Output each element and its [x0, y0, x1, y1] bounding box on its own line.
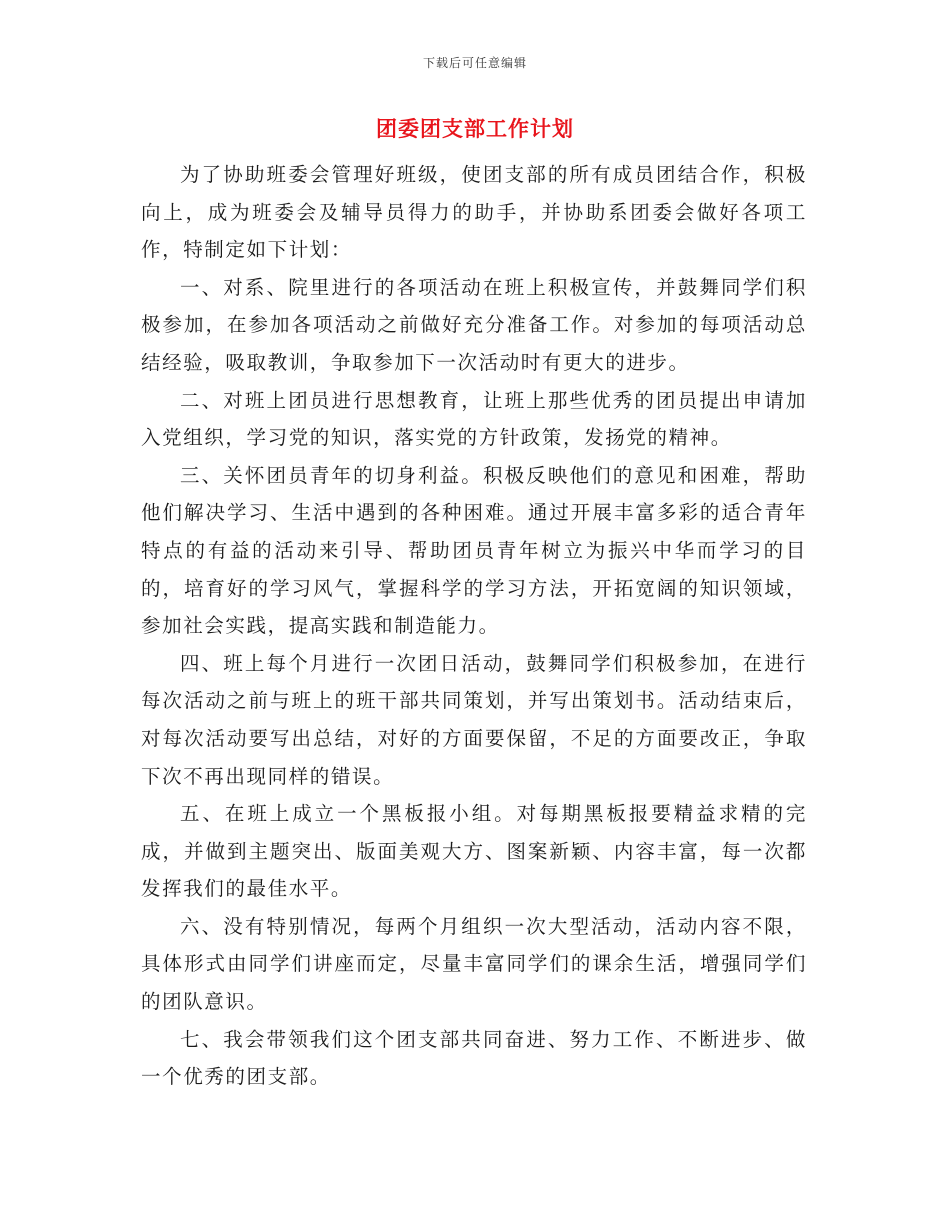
- paragraph-item-7: 七、我会带领我们这个团支部共同奋进、努力工作、不断进步、做一个优秀的团支部。: [141, 1027, 807, 1089]
- paragraph-item-3: 三、关怀团员青年的切身利益。积极反映他们的意见和困难，帮助他们解决学习、生活中遇到的各种困难。通过开展丰富多彩的适合青年特点的有益的活动来引导、帮助团员青年树立为振兴中华而学习的目的，培育好的学习风气，掌握科学的学习方法，开拓宽阔的知识领域，参加社会实践，提高实践和制造能力。: [141, 463, 807, 638]
- paragraph-item-2: 二、对班上团员进行思想教育，让班上那些优秀的团员提出申请加入党组织，学习党的知识，落实党的方针政策，发扬党的精神。: [141, 388, 807, 450]
- paragraph-item-5: 五、在班上成立一个黑板报小组。对每期黑板报要精益求精的完成，并做到主题突出、版面美观大方、图案新颖、内容丰富，每一次都发挥我们的最佳水平。: [141, 802, 807, 901]
- header-note: 下载后可任意编辑: [422, 56, 527, 70]
- paragraph-item-4: 四、班上每个月进行一次团日活动，鼓舞同学们积极参加，在进行每次活动之前与班上的班干部共同策划，并写出策划书。活动结束后，对每次活动要写出总结，对好的方面要保留，不足的方面要改正，争取下次不再出现同样的错误。: [141, 651, 807, 788]
- paragraph-item-6: 六、没有特别情况，每两个月组织一次大型活动，活动内容不限，具体形式由同学们讲座而定，尽量丰富同学们的课余生活，增强同学们的团队意识。: [141, 914, 807, 1014]
- document-title: 团委团支部工作计划: [376, 116, 574, 141]
- paragraph-item-1: 一、对系、院里进行的各项活动在班上积极宣传，并鼓舞同学们积极参加，在参加各项活动之前做好充分准备工作。对参加的每项活动总结经验，吸取教训，争取参加下一次活动时有更大的进步。: [141, 275, 807, 374]
- paragraph-intro: 为了协助班委会管理好班级，使团支部的所有成员团结合作，积极向上，成为班委会及辅导员得力的助手，并协助系团委会做好各项工作，特制定如下计划：: [141, 163, 807, 262]
- document-body: [141, 156, 807, 1096]
